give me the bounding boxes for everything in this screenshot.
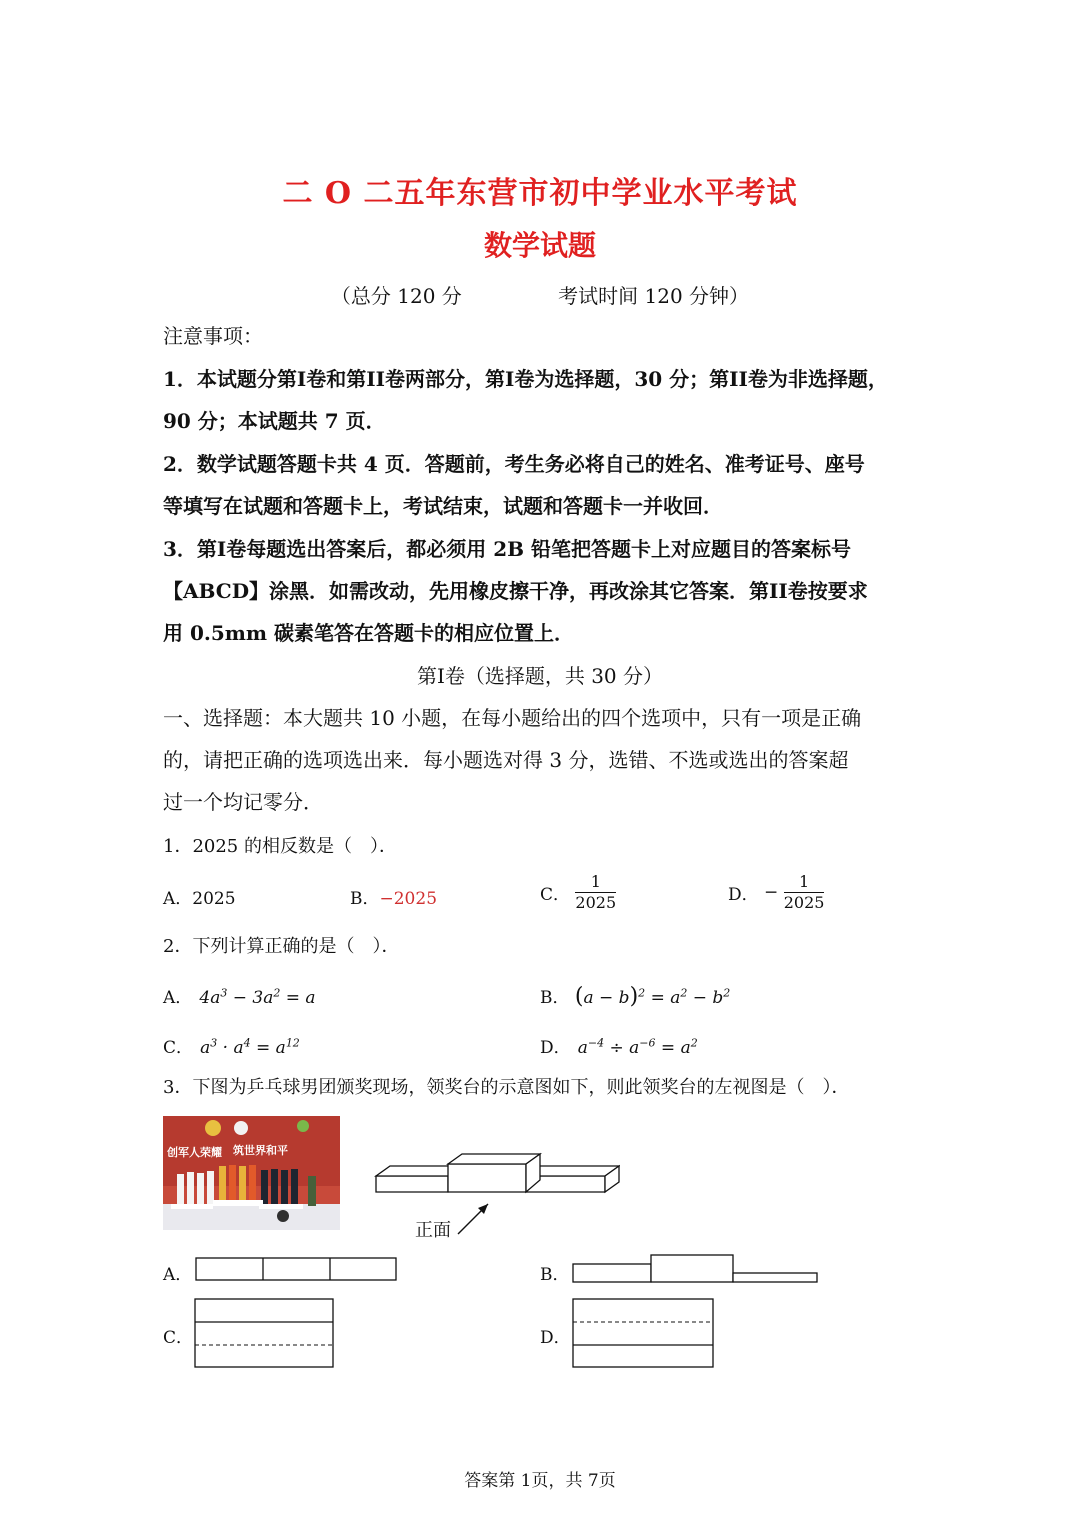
option-label: B． (350, 889, 380, 909)
q2-stem: 2．下列计算正确的是（ ）． (163, 936, 400, 957)
q3-option-b-figure[interactable] (571, 1254, 821, 1286)
podium-diagram (370, 1146, 620, 1246)
math-expression: $(a - b)^2 = a^2 - b^2$ (574, 984, 731, 1009)
option-value: 2025 (192, 889, 236, 909)
q2-option-d[interactable] (540, 1033, 698, 1058)
instruction-line-3: 过一个均记零分． (163, 790, 323, 814)
q3-option-b-label[interactable]: B． (540, 1265, 570, 1285)
q3-option-a-label[interactable]: A． (163, 1265, 193, 1285)
exam-time: 考试时间 120 分钟） (558, 284, 750, 308)
fraction (784, 872, 825, 913)
numerator: 1 (784, 872, 825, 893)
option-label: A． (163, 889, 193, 909)
option-label: A． (163, 988, 193, 1008)
notice-line-1: 1．本试题分第I卷和第II卷两部分，第I卷为选择题，30 分；第II卷为非选择题， (163, 367, 888, 391)
notice-heading: 注意事项： (163, 324, 263, 348)
numerator: 1 (575, 872, 616, 893)
option-label: C． (540, 885, 571, 905)
fraction (575, 872, 616, 913)
notice-line-6: 【ABCD】涂黑．如需改动，先用橡皮擦干净，再改涂其它答案．第II卷按要求 (163, 579, 868, 603)
notice-line-2: 90 分；本试题共 7 页． (163, 409, 386, 433)
denominator: 2025 (575, 893, 617, 912)
instruction-line-2: 的，请把正确的选项选出来．每小题选对得 3 分，选错、不选或选出的答案超 (163, 748, 849, 772)
exam-meta (0, 280, 1080, 309)
minus-sign: − (764, 882, 779, 903)
front-label: 正面 (415, 1220, 451, 1241)
section-title: 第I卷（选择题，共 30 分） (416, 664, 664, 688)
q2-option-b[interactable] (540, 983, 730, 1009)
notice-line-5: 3．第I卷每题选出答案后，都必须用 2B 铅笔把答题卡上对应题目的答案标号 (163, 537, 852, 561)
q3-option-c-label[interactable]: C． (163, 1328, 194, 1348)
math-expression: $4a^3 - 3a^2 = a$ (197, 986, 316, 1008)
q1-stem: 1．2025 的相反数是（ ）． (163, 836, 397, 857)
option-label: D． (728, 885, 759, 905)
page-footer: 答案第 1页，共 7页 (464, 1471, 616, 1491)
option-label: B． (540, 988, 570, 1008)
q1-option-b[interactable] (350, 884, 437, 909)
photo-banner-right: 筑世界和平 (233, 1144, 288, 1157)
q2-option-a[interactable] (163, 983, 316, 1008)
subject-title: 数学试题 (483, 229, 596, 262)
total-score: （总分 120 分 (330, 284, 462, 308)
option-value: −2025 (379, 889, 438, 909)
q3-option-c-figure[interactable] (194, 1298, 336, 1370)
award-ceremony-photo (163, 1116, 340, 1230)
q3-option-d-figure[interactable] (572, 1298, 716, 1370)
notice-line-3: 2．数学试题答题卡共 4 页．答题前，考生务必将自己的姓名、准考证号、座号 (163, 452, 865, 476)
q3-stem: 3．下图为乒乓球男团颁奖现场，领奖台的示意图如下，则此领奖台的左视图是（ ）． (163, 1077, 850, 1098)
denominator: 2025 (783, 893, 825, 912)
q1-option-d[interactable] (728, 872, 824, 913)
q3-option-a-figure[interactable] (195, 1257, 400, 1283)
math-expression: $a^{-4} \div a^{-6} = a^2$ (576, 1036, 698, 1058)
q2-option-c[interactable] (163, 1033, 300, 1058)
notice-line-4: 等填写在试题和答题卡上，考试结束，试题和答题卡一并收回． (163, 494, 723, 518)
photo-banner-left: 创军人荣耀 (167, 1146, 222, 1159)
instruction-line-1: 一、选择题：本大题共 10 小题，在每小题给出的四个选项中，只有一项是正确 (163, 706, 862, 730)
option-label: C． (163, 1038, 194, 1058)
math-expression: $a^3 \cdot a^4 = a^{12}$ (198, 1036, 300, 1058)
q1-option-a[interactable] (163, 884, 236, 909)
exam-title: 二 O 二五年东营市初中学业水平考试 (282, 176, 798, 211)
option-label: D． (540, 1038, 571, 1058)
q1-option-c[interactable] (540, 872, 616, 913)
notice-line-7: 用 0.5mm 碳素笔答在答题卡的相应位置上． (163, 621, 575, 645)
photo-illustration (163, 1116, 340, 1230)
q3-option-d-label[interactable]: D． (540, 1328, 571, 1348)
